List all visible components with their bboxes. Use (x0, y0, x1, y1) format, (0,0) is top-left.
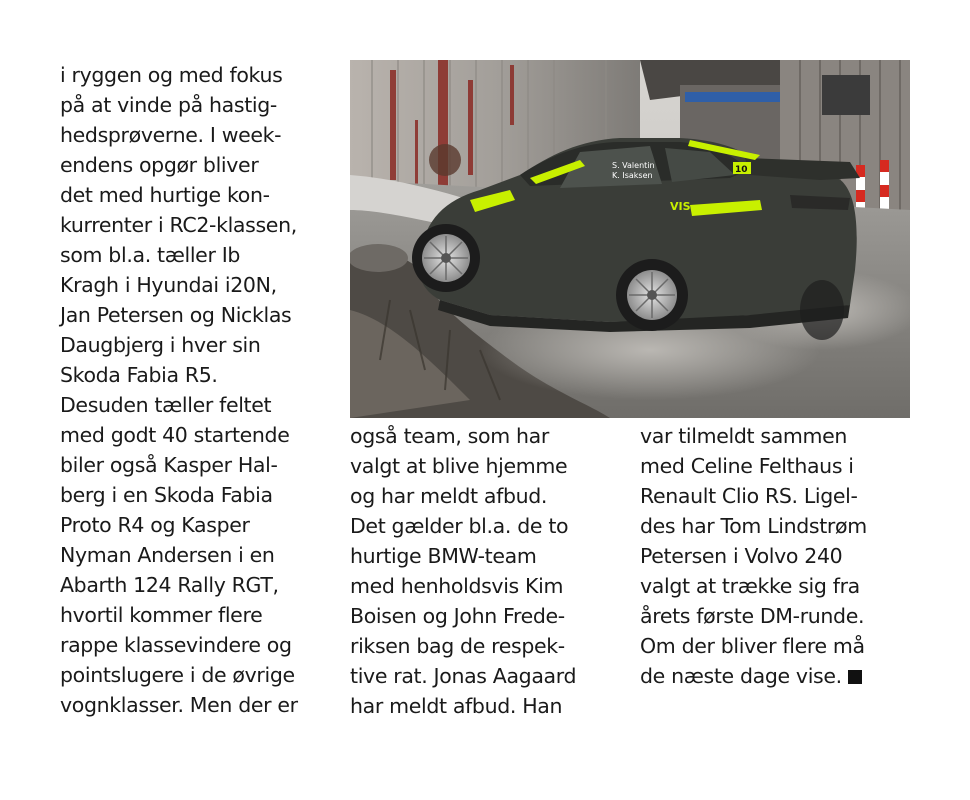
article-line: vognklasser. Men der er (60, 693, 298, 717)
door-text: VIS (670, 200, 691, 213)
article-line: det med hurtige kon- (60, 183, 270, 207)
article-line: Proto R4 og Kasper (60, 513, 250, 537)
article-line: med henholdsvis Kim (350, 574, 564, 598)
article-line: med Celine Felthaus i (640, 454, 854, 478)
article-column-2 (350, 421, 625, 721)
article-line: hvortil kommer flere (60, 603, 263, 627)
article-line: valgt at trække sig fra (640, 574, 860, 598)
article-line: endens opgør bliver (60, 153, 259, 177)
article-line: Renault Clio RS. Ligel- (640, 484, 858, 508)
article-line: Kragh i Hyundai i20N, (60, 273, 277, 297)
article-line: Daugbjerg i hver sin (60, 333, 261, 357)
article-column-1 (60, 60, 340, 720)
article-line: var tilmeldt sammen (640, 424, 848, 448)
rally-car-photo (350, 60, 910, 418)
article-line: som bl.a. tæller Ib (60, 243, 241, 267)
driver-name: S. Valentin (612, 161, 655, 170)
car-number: 10 (735, 165, 748, 175)
article-column-3 (640, 421, 915, 691)
article-line: hurtige BMW-team (350, 544, 537, 568)
end-of-article-mark (848, 670, 862, 684)
article-line: des har Tom Lindstrøm (640, 514, 867, 538)
article-line: på at vinde på hastig- (60, 93, 277, 117)
article-line: Det gælder bl.a. de to (350, 514, 569, 538)
article-line: Om der bliver flere må (640, 634, 865, 658)
article-line: Boisen og John Frede- (350, 604, 565, 628)
article-line: tive rat. Jonas Aagaard (350, 664, 577, 688)
article-line: Skoda Fabia R5. (60, 363, 218, 387)
article-line: har meldt afbud. Han (350, 694, 563, 718)
article-line: årets første DM-runde. (640, 604, 865, 628)
article-line: Jan Petersen og Nicklas (60, 303, 292, 327)
codriver-name: K. Isaksen (612, 171, 653, 180)
article-line: berg i en Skoda Fabia (60, 483, 273, 507)
article-line: pointslugere i de øvrige (60, 663, 295, 687)
article-line: Abarth 124 Rally RGT, (60, 573, 279, 597)
article-line: hedsprøverne. I week- (60, 123, 282, 147)
article-line: også team, som har (350, 424, 549, 448)
article-line: Petersen i Volvo 240 (640, 544, 843, 568)
article-line: i ryggen og med fokus (60, 63, 283, 87)
article-line: med godt 40 startende (60, 423, 290, 447)
rear-wheel (616, 259, 688, 331)
article-line: valgt at blive hjemme (350, 454, 568, 478)
front-wheel (412, 224, 480, 292)
article-line: og har meldt afbud. (350, 484, 548, 508)
article-line: riksen bag de respek- (350, 634, 565, 658)
article-line: Desuden tæller feltet (60, 393, 272, 417)
article-line: biler også Kasper Hal- (60, 453, 278, 477)
rally-car-illustration (350, 60, 910, 418)
article-line: de næste dage vise. (640, 661, 915, 691)
article-line: rappe klassevindere og (60, 633, 292, 657)
article-line: kurrenter i RC2-klassen, (60, 213, 297, 237)
article-line: Nyman Andersen i en (60, 543, 275, 567)
